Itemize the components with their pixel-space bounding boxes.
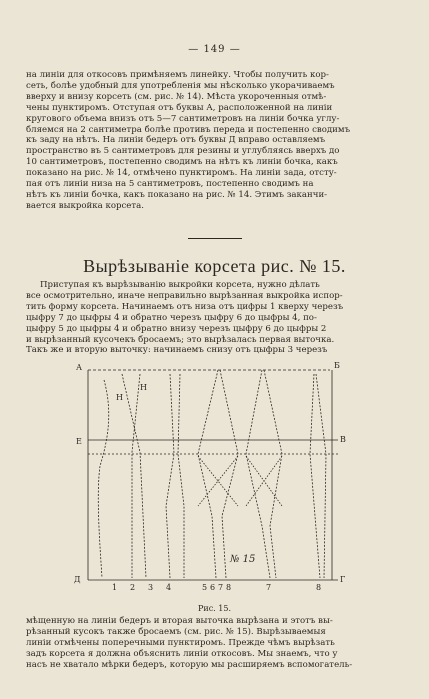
text-line: бляемся на 2 сантиметра болѣе противъ переда и постепенно сводимъ [26,124,351,135]
dart-number: 8 [316,583,322,592]
text-line: чены пунктиромъ. Отступая отъ буквы А, расположенной на линіи [26,102,333,113]
text-line: нѣтъ къ линіи бочка, какъ показано на рис. № 14. Этимъ заканчи- [26,189,328,200]
text-line: вверху и внизу корсеть (см. рис. № 14). Мѣста укороченныя отмѣ- [26,91,327,102]
text-line: къ заду на нѣтъ. На линіи бедеръ отъ буквы Д вправо оставляемъ [26,135,326,146]
text-line: цыфру 5 до цыфры 4 и обратно внизу черезъ цыфру 6 до цыфры 2 [26,323,327,334]
dart-number: 6 [210,583,216,592]
corner-label-e: Е [76,437,82,446]
dart-label: Н [140,383,147,392]
text-line: насъ не хватало мѣрки бедеръ, которую мы расширяемъ вспомогатель- [26,659,353,670]
dart-number: 1 [112,583,118,592]
paragraph-2 [26,280,416,356]
side-seam-curve [98,380,108,578]
text-line: Такъ же и вторую выточку: начинаемъ снизу отъ цыфры 3 черезъ [26,345,328,356]
dart-number: 8 [226,583,232,592]
corner-label-g: Г [340,575,346,584]
corner-label-a: А [76,363,83,372]
dart-3 [198,370,238,578]
section-heading: Вырѣзываніе корсета рис. № 15. [83,256,346,276]
corner-label-b: Б [334,361,340,370]
text-line: тить форму корсета. Начинаемъ отъ низа отъ цифры 1 кверху черезъ [26,301,344,312]
dart-number: 3 [148,583,154,592]
corset-pattern-figure [70,356,370,596]
dart-number: 5 [202,583,208,592]
figure-inscription: № 15 [230,554,256,565]
text-line: мѣщенную на линіи бедеръ и вторая выточка вырѣзана и этотъ вы- [26,616,333,626]
dart-5 [310,374,326,578]
text-line: задъ корсета я должна объяснить линіи откосовъ. Мы знаемъ, что у [26,648,338,659]
paragraph-3 [26,616,416,671]
dart-4 [246,370,282,578]
text-line: все осмотрительно, иначе неправильно вырѣзанная выкройка испор- [26,290,343,301]
text-line: рѣзанный кусокъ также бросаемъ (см. рис. № 15). Вырѣзываемыя [26,626,326,637]
dart-cross-lines [198,456,282,506]
dart-number: 7 [218,583,224,592]
text-line: вается выкройка корсета. [26,200,145,211]
dart-number: 7 [266,583,272,592]
text-line: кругового объема внизъ отъ 5—7 сантиметровъ на линіи бочка углу- [26,113,340,124]
text-line: пая отъ линіи низа на 5 сантиметровъ, постепенно сводимъ на [26,179,314,190]
dart-1 [122,374,146,578]
text-line: показано на рис. № 14, отмѣчено пунктиромъ. На линіи зада, отсту- [26,168,337,179]
figure-caption: Рис. 15. [197,604,231,613]
dart-number: 4 [166,583,172,592]
section-divider [188,238,242,239]
text-line: Приступая къ вырѣзыванію выкройки корсета, нужно дѣлать [40,280,320,290]
dart-label: Н [116,393,123,402]
text-line: на линіи для откосовъ примѣняемъ линейку. Чтобы получить кор- [26,70,329,80]
text-line: линіи отмѣчены поперечными пунктиромъ. Прежде чѣмъ вырѣзать [26,637,335,648]
page-number: — 149 — [188,44,241,55]
paragraph-1 [26,70,416,212]
dart-2 [166,374,184,578]
corner-label-v: В [340,435,346,444]
text-line: 10 сантиметровъ, постепенно сводимъ на нѣтъ къ линіи бочка, какъ [26,157,338,168]
dart-number: 2 [130,583,136,592]
text-line: сеть, болѣе удобный для употребленія мы нѣсколько укорачиваемъ [26,80,335,91]
text-line: цыфру 7 до цыфры 4 и обратно черезъ цыфру 6 до цыфры 4, по- [26,312,317,323]
corner-label-d: Д [74,575,81,584]
text-line: пространство въ 5 сантиметровъ для резины и углубляясь вверхъ до [26,146,340,157]
text-line: и вырѣзанный кусочекъ бросаемъ; это вырѣзалась первая выточка. [26,334,335,345]
